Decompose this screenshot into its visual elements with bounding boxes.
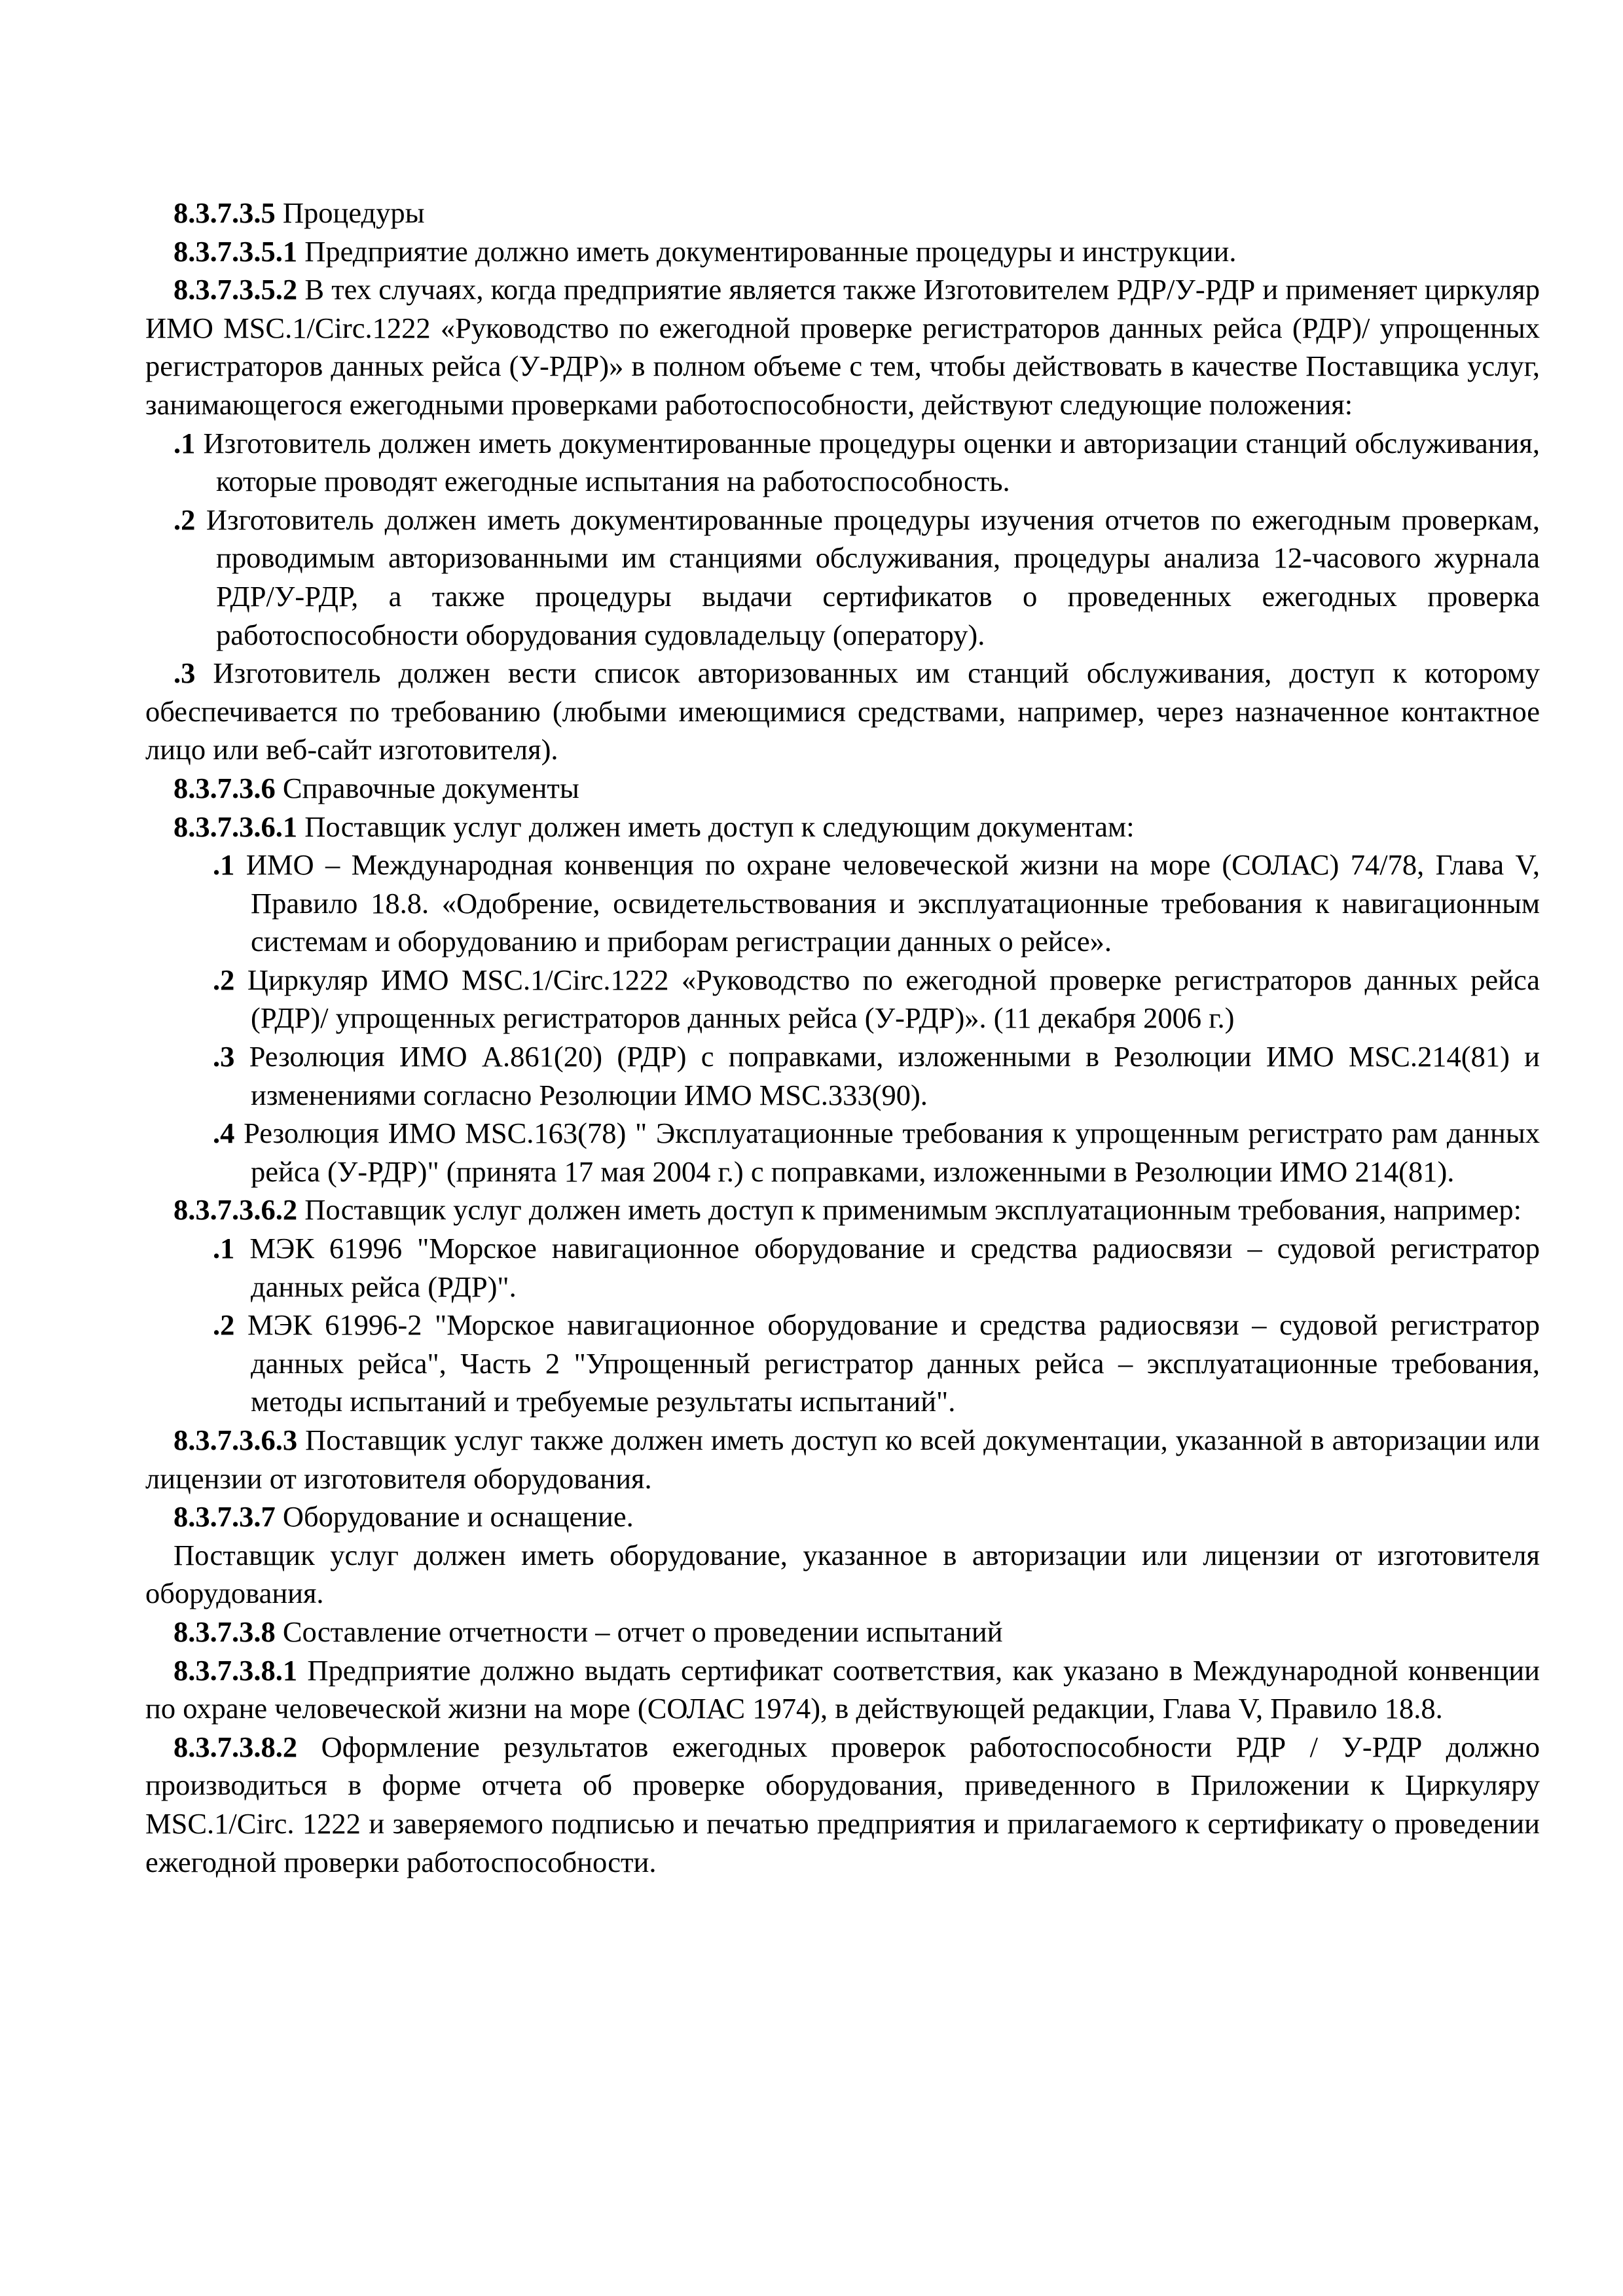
item-marker: .2: [173, 503, 196, 536]
clause-text: Предприятие должно иметь документированные процедуры и инструкции.: [297, 234, 1237, 268]
list-item: [145, 654, 1540, 769]
section-number: 8.3.7.3.5: [173, 196, 276, 229]
item-text: ИМО – Международная конвенция по охране человеческой жизни на море (СОЛАС) 74/78, Глава V, Правило 18.8. «Одобрение, освидетельствования и эксплуатационные требования к навигационным системам и оборудованию и приборам регистрации данных о рейсе».: [234, 848, 1540, 958]
paragraph-8-3-7-3-6-1: [145, 808, 1540, 846]
item-marker: .1: [173, 426, 196, 459]
clause-number: 8.3.7.3.8.1: [173, 1653, 298, 1687]
clause-number: 8.3.7.3.5.1: [173, 234, 298, 268]
paragraph-8-3-7-3-6-3: [145, 1421, 1540, 1498]
list-item: [145, 1114, 1540, 1191]
section-number: 8.3.7.3.7: [173, 1500, 276, 1534]
item-marker: .1: [213, 1232, 235, 1265]
clause-number: 8.3.7.3.6.1: [173, 810, 298, 843]
list-item: [145, 961, 1540, 1037]
item-text: Циркуляр ИМО MSC.1/Circ.1222 «Руководство по ежегодной проверке регистраторов данных рейса (РДР)/ упрощенных регистраторов данных рейса (У-РДР)». (11 декабря 2006 г.): [234, 963, 1540, 1035]
list-item: [145, 846, 1540, 961]
section-title: Справочные документы: [275, 771, 579, 804]
item-marker: .3: [173, 656, 196, 690]
item-text: Изготовитель должен иметь документированные процедуры изучения отчетов по ежегодным проверкам, проводимым авторизованными им станциями обслуживания, процедуры анализа 12-часового журнала РДР/У-РДР, а также процедуры выдачи сертификатов о проведенных ежегодных проверка работоспособности оборудования судовладельцу (оператору).: [195, 503, 1540, 651]
paragraph-8-3-7-3-5-1: [145, 232, 1540, 271]
list-item: [145, 501, 1540, 654]
paragraph-equipment: [145, 1536, 1540, 1613]
list-item: [145, 1229, 1540, 1306]
item-text: Изготовитель должен иметь документированные процедуры оценки и авторизации станций обслуживания, которые проводят ежегодные испытания на работоспособность.: [195, 426, 1540, 498]
paragraph-8-3-7-3-8-2: [145, 1728, 1540, 1881]
item-text: Резолюция ИМО А.861(20) (РДР) с поправками, изложенными в Резолюции ИМО MSC.214(81) и изменениями согласно Резолюции ИМО MSC.333(90).: [234, 1040, 1540, 1111]
clause-number: 8.3.7.3.8.2: [173, 1730, 298, 1763]
section-title: Процедуры: [275, 196, 425, 229]
section-number: 8.3.7.3.8: [173, 1615, 276, 1648]
item-text: Изготовитель должен вести список авторизованных им станций обслуживания, доступ к которому обеспечивается по требованию (любыми имеющимися средствами, например, через назначенное контактное лицо или веб-сайт изготовителя).: [145, 656, 1540, 766]
clause-text: Поставщик услуг должен иметь доступ к применимым эксплуатационным требования, например:: [297, 1193, 1522, 1227]
list-item: [145, 1306, 1540, 1421]
clause-number: 8.3.7.3.6.3: [173, 1424, 298, 1456]
section-heading-8-3-7-3-8: [145, 1613, 1540, 1651]
clause-text: Предприятие должно выдать сертификат соответствия, как указано в Международной конвенции по охране человеческой жизни на море (СОЛАС 1974), в действующей редакции, Глава V, Правило 18.8.: [145, 1653, 1540, 1725]
paragraph-8-3-7-3-6-2: [145, 1191, 1540, 1229]
item-text: Резолюция ИМО MSC.163(78) " Эксплуатационные требования к упрощенным регистрато рам данных рейса (У-РДР)" (принята 17 мая 2004 г.) с поправками, изложенными в Резолюции ИМО 214(81).: [234, 1117, 1540, 1188]
clause-text: Поставщик услуг должен иметь доступ к следующим документам:: [297, 810, 1135, 843]
paragraph-8-3-7-3-5-2: [145, 270, 1540, 423]
clause-text: Оформление результатов ежегодных проверок работоспособности РДР / У-РДР должно производиться в форме отчета об проверке оборудования, приведенного в Приложении к Циркуляру MSC.1/Circ. 1222 и заверяемого подписью и печатью предприятия и прилагаемого к сертификату о проведении ежегодной проверки работоспособности.: [145, 1730, 1540, 1878]
item-text: МЭК 61996-2 "Морское навигационное оборудование и средства радиосвязи – судовой регистратор данных рейса", Часть 2 "Упрощенный регистратор данных рейса – эксплуатационные требования, методы испытаний и требуемые результаты испытаний".: [234, 1308, 1540, 1418]
item-marker: .2: [213, 1308, 235, 1342]
list-item: [145, 424, 1540, 501]
document-page: [145, 194, 1540, 1881]
clause-text: Поставщик услуг должен иметь оборудование, указанное в авторизации или лицензии от изготовителя оборудования.: [145, 1538, 1540, 1610]
section-title: Составление отчетности – отчет о проведении испытаний: [275, 1615, 1003, 1648]
section-heading-8-3-7-3-5: [145, 194, 1540, 232]
item-marker: .1: [213, 848, 235, 882]
section-heading-8-3-7-3-6: [145, 769, 1540, 808]
clause-number: 8.3.7.3.5.2: [173, 273, 298, 306]
clause-text: Поставщик услуг также должен иметь доступ ко всей документации, указанной в авторизации или лицензии от изготовителя оборудования.: [145, 1424, 1540, 1495]
clause-number: 8.3.7.3.6.2: [173, 1193, 298, 1227]
item-marker: .2: [213, 963, 235, 996]
item-marker: .4: [213, 1117, 235, 1150]
paragraph-8-3-7-3-8-1: [145, 1651, 1540, 1728]
section-heading-8-3-7-3-7: [145, 1498, 1540, 1536]
list-item: [145, 1037, 1540, 1114]
item-marker: .3: [213, 1040, 235, 1073]
clause-text: В тех случаях, когда предприятие является также Изготовителем РДР/У-РДР и применяет циркуляр ИМО MSC.1/Circ.1222 «Руководство по ежегодной проверке регистраторов данных рейса (РДР)/ упрощенных регистраторов данных рейса (У-РДР)» в полном объеме с тем, чтобы действовать в качестве Поставщика услуг, занимающегося ежегодными проверками работоспособности, действуют следующие положения:: [145, 273, 1540, 421]
section-number: 8.3.7.3.6: [173, 771, 276, 804]
item-text: МЭК 61996 "Морское навигационное оборудование и средства радиосвязи – судовой регистратор данных рейса (РДР)".: [234, 1232, 1540, 1303]
section-title: Оборудование и оснащение.: [275, 1500, 634, 1534]
